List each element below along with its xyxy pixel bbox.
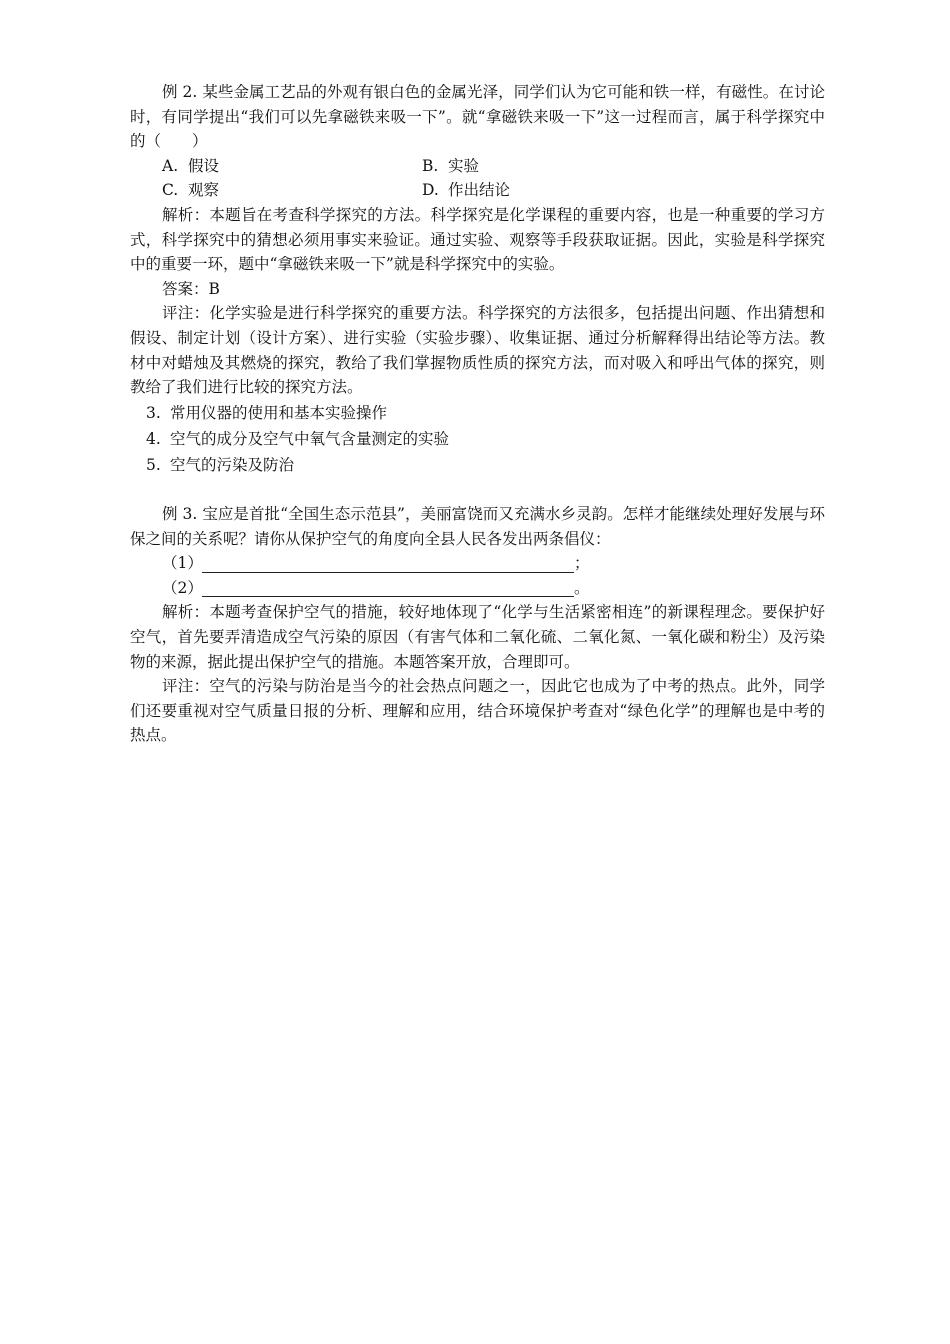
option-text: 实验 (448, 156, 480, 175)
example2-analysis: 解析：本题旨在考查科学探究的方法。科学探究是化学课程的重要内容，也是一种重要的学习方式，科学探究中的猜想必须用事实来验证。通过实验、观察等手段获取证据。因此，实验是科学探究中的重要一环，题中“拿磁铁来吸一下”就是科学探究中的实验。 (130, 205, 825, 274)
option-b (422, 154, 682, 179)
option-text: 观察 (188, 181, 220, 200)
blank-underline[interactable] (202, 578, 574, 597)
option-text: 假设 (188, 156, 220, 175)
topic-number: 4. (146, 430, 161, 449)
example3-comment: 评注：空气的污染与防治是当今的社会热点问题之一，因此它也成为了中考的热点。此外，同学们还要重视对空气质量日报的分析、理解和应用，结合环境保护考查对“绿色化学”的理解也是中考的热点。 (130, 677, 825, 745)
example3-analysis: 解析：本题考查保护空气的措施，较好地体现了“化学与生活紧密相连”的新课程理念。要保护好空气，首先要弄清造成空气污染的原因（有害气体和二氧化硫、二氧化氮、一氧化碳和粉尘）及污染物的来源，据此提出保护空气的措施。本题答案开放，合理即可。 (130, 603, 825, 671)
blank-label: （2） (162, 578, 203, 597)
option-c (162, 178, 422, 203)
topic-item-4 (130, 427, 825, 452)
answer-blank-2 (130, 576, 825, 601)
example3-question: 例 3. 宝应是首批“全国生态示范县”，美丽富饶而又充满水乡灵韵。怎样才能继续处理好发展与环保之间的关系呢？请你从保护空气的角度向全县人民各发出两条倡仪： (130, 505, 825, 548)
option-key: D. (422, 181, 439, 200)
example2-question: 例 2. 某些金属工艺品的外观有银白色的金属光泽，同学们认为它可能和铁一样，有磁性。在讨论时，有同学提出“我们可以先拿磁铁来吸一下”。就“拿磁铁来吸一下”这一过程而言，属于科学探究中的（ ） (130, 83, 825, 151)
example2-comment: 评注：化学实验是进行科学探究的重要方法。科学探究的方法很多，包括提出问题、作出猜想和假设、制定计划（设计方案）、进行实验（实验步骤）、收集证据、通过分析解释得出结论等方法。教材中对蜡烛及其燃烧的探究，教给了我们掌握物质性质的探究方法，而对吸入和呼出气体的探究，则教给了我们进行比较的探究方法。 (130, 304, 825, 397)
answer-blank-1 (130, 551, 825, 576)
topic-text: 常用仪器的使用和基本实验操作 (170, 404, 388, 423)
section-spacer (130, 478, 825, 502)
option-text: 作出结论 (448, 181, 511, 200)
blank-label: （1） (162, 554, 203, 573)
blank-end: 。 (574, 578, 590, 597)
topic-text: 空气的污染及防治 (170, 456, 295, 475)
topic-item-5 (130, 453, 825, 478)
blank-underline[interactable] (202, 554, 574, 573)
example2-options-row-2 (130, 178, 825, 203)
option-a (162, 154, 422, 179)
example2-answer: 答案：B (162, 279, 220, 298)
example2-options-row-1 (130, 154, 825, 179)
document-body (130, 80, 825, 748)
topic-text: 空气的成分及空气中氧气含量测定的实验 (170, 430, 450, 449)
option-key: C. (162, 181, 179, 200)
blank-end: ； (574, 554, 590, 573)
option-key: B. (422, 156, 439, 175)
option-d (422, 178, 682, 203)
topic-number: 3. (146, 404, 161, 423)
option-key: A. (162, 156, 179, 175)
topic-number: 5. (146, 456, 161, 475)
topic-item-3 (130, 401, 825, 426)
